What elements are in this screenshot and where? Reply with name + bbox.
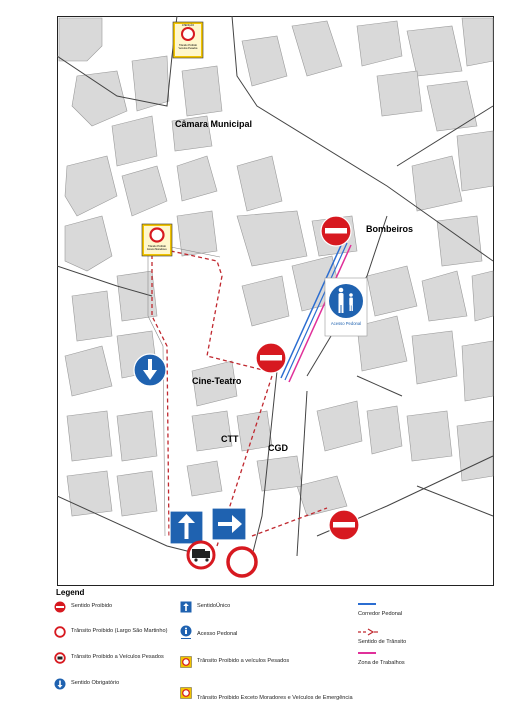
no-traffic-sign xyxy=(228,548,256,576)
mandatory-direction-icon xyxy=(54,678,66,690)
no-entry-sign-cineteatro xyxy=(256,343,286,373)
one-way-icon xyxy=(180,601,192,613)
pedestrian-icon xyxy=(180,625,192,641)
no-heavy-vehicles-sign xyxy=(188,542,214,568)
notice-exceto-icon xyxy=(180,687,192,699)
mandatory-direction-sign xyxy=(134,354,166,386)
label-cine-teatro: Cine-Teatro xyxy=(192,376,242,386)
legend: Legend Sentido Proibido Trânsito Proibido (Largo São Martinho) Trânsito Proibido a Veículos Pesados Sentido Obrigatório SentidoÚnico Acesso Pedonal Trânsito Proibido a veículos Pesados Trânsito Proibido Exceto Moradores e Veículos de Emergência Corredor Pedonal Sentido de Trânsito Zona de Trabalhos xyxy=(56,588,407,701)
label-bombeiros: Bombeiros xyxy=(366,224,414,234)
no-entry-sign-bombeiros xyxy=(321,216,351,246)
one-way-sign-right xyxy=(212,508,246,540)
svg-text:Trânsito Proibido: Trânsito Proibido xyxy=(179,44,197,47)
traffic-direction-icon xyxy=(358,628,378,636)
label-ctt: CTT xyxy=(221,434,239,444)
notice-sign-top xyxy=(173,22,203,58)
svg-text:Veículos Pesados: Veículos Pesados xyxy=(178,47,198,50)
map-canvas xyxy=(57,16,494,586)
legend-title: Legend xyxy=(56,588,85,597)
no-entry-sign-south xyxy=(329,510,359,540)
works-zone-line-icon xyxy=(358,650,376,656)
no-traffic-icon xyxy=(54,626,66,638)
svg-text:Acesso Pedonal: Acesso Pedonal xyxy=(330,321,362,326)
pedestrian-access-sign xyxy=(325,278,367,336)
no-entry-icon xyxy=(54,601,66,613)
notice-heavy-icon xyxy=(180,656,192,668)
svg-text:Trânsito Proibido: Trânsito Proibido xyxy=(148,245,166,248)
corridor-line-icon xyxy=(358,601,376,607)
label-cgd: CGD xyxy=(268,443,288,453)
one-way-sign-up xyxy=(170,511,203,544)
notice-sign-mid xyxy=(142,224,172,256)
no-heavy-vehicles-icon xyxy=(54,652,66,664)
svg-text:Exceto Moradores: Exceto Moradores xyxy=(147,248,167,251)
svg-text:ATENÇÃO: ATENÇÃO xyxy=(181,24,195,27)
label-camara-municipal: Câmara Municipal xyxy=(175,119,253,129)
